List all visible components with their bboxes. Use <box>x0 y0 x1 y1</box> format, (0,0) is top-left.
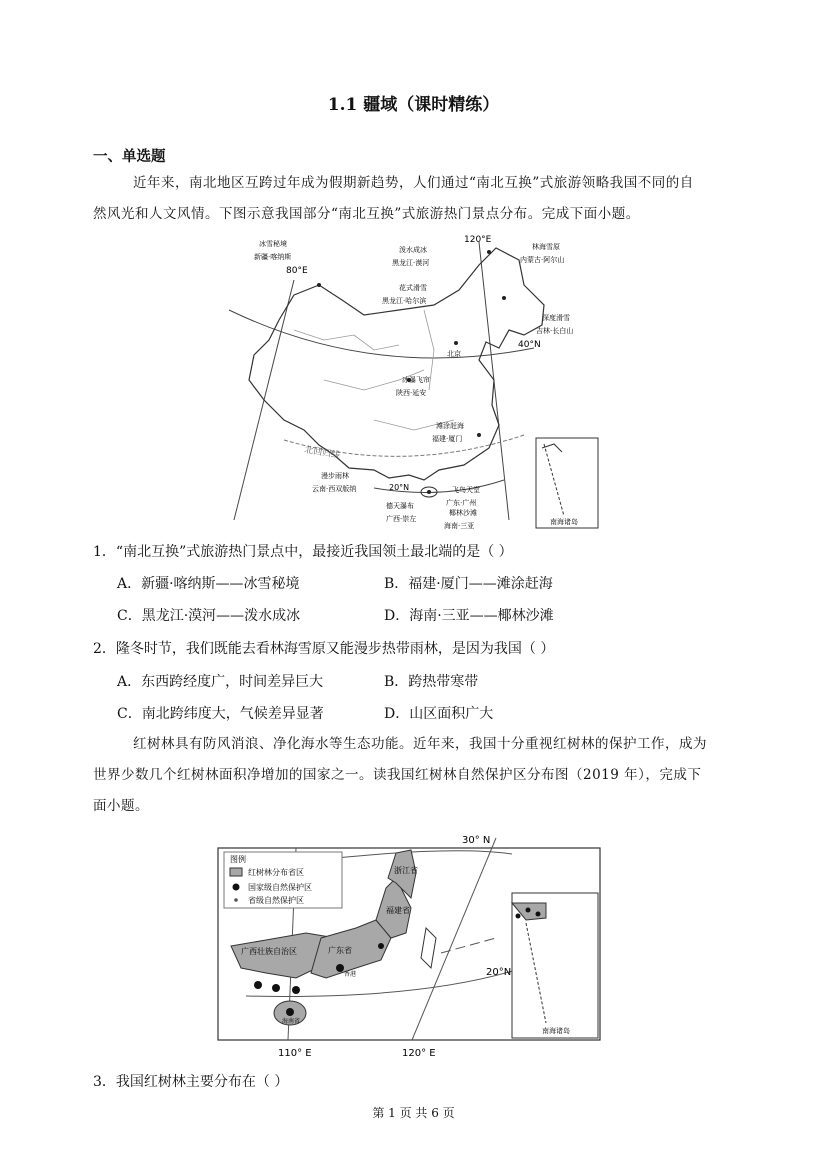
reserve-dot <box>292 986 300 994</box>
label-30n: 30° N <box>462 835 491 846</box>
label-20n: 20°N <box>389 483 410 492</box>
label-80e: 80°E <box>286 266 308 276</box>
marker-sanya <box>427 490 431 494</box>
legend-item-3: 省级自然保护区 <box>248 896 304 905</box>
q2-option-b[interactable]: B．跨热带寒带 <box>384 674 479 690</box>
label-ice: 冰雪秘境 <box>259 240 287 248</box>
label-guangdong: 广东省 <box>328 946 352 955</box>
q1-stem: 1．“南北互换”式旅游热门景点中，最接近我国领土最北端的是（ ） <box>93 544 513 560</box>
marker-xiamen <box>477 433 481 437</box>
label-xm-a: 滩涂赶海 <box>436 422 464 430</box>
label-fujian: 福建省 <box>386 906 410 915</box>
label-sy-a: 椰林沙滩 <box>449 509 477 517</box>
label-gz-b: 广东·广州 <box>446 499 477 507</box>
reserve-dot <box>272 984 280 992</box>
reserve-dot <box>254 981 262 989</box>
legend-item-1: 红树林分布省区 <box>248 868 304 877</box>
scs-inset <box>536 438 598 528</box>
legend-swatch <box>230 868 242 876</box>
page-title: 1.1 疆域（课时精练） <box>327 95 500 115</box>
reserve-dot <box>378 943 384 949</box>
label-tropic: 北回归线 <box>303 445 341 462</box>
legend-provincial-dot <box>234 898 238 902</box>
label-xj: 新疆·喀纳斯 <box>254 253 292 261</box>
mangrove-reserve-map <box>216 828 604 1062</box>
reserve-dot <box>336 964 344 972</box>
intro1-line2: 然风光和人文风情。下图示意我国部分“南北互换”式旅游热门景点分布。完成下面小题。 <box>93 206 640 222</box>
page-footer: 第 1 页 共 6 页 <box>372 1106 455 1120</box>
legend-item-2: 国家级自然保护区 <box>248 883 312 892</box>
q1-option-c[interactable]: C．黑龙江·漠河——泼水成冰 <box>117 608 301 624</box>
marker-mohe <box>487 250 491 254</box>
label-hongkong: 香港 <box>344 971 357 978</box>
label-cbs-b: 吉林·长白山 <box>536 327 574 335</box>
province-borders <box>294 310 454 430</box>
inset-reserve <box>516 914 521 919</box>
q1-option-d[interactable]: D．海南·三亚——椰林沙滩 <box>384 608 554 624</box>
label-linhai-a: 林海雪原 <box>532 243 560 251</box>
label-mohe-a: 泼水成冰 <box>399 246 427 254</box>
q2-option-c[interactable]: C．南北跨纬度大，气候差异显著 <box>117 706 324 722</box>
label-yn-a: 漫步雨林 <box>321 472 349 480</box>
marker-kanas <box>317 283 321 287</box>
label-guangxi: 广西壮族自治区 <box>241 947 297 956</box>
intro2-line3: 面小题。 <box>93 798 149 814</box>
label-beijing: 北京 <box>447 350 461 358</box>
parallel-40n <box>229 310 534 358</box>
label-hainan: 海南省 <box>282 1018 301 1025</box>
label-yanan-b: 陕西·延安 <box>396 389 427 397</box>
label-dt-a: 德天瀑布 <box>386 502 414 510</box>
label-hrb-a: 花式滑雪 <box>399 284 427 292</box>
inset-reserve <box>536 912 541 917</box>
legend-national-dot <box>233 884 240 891</box>
intro2-line1: 红树林具有防风消浪、净化海水等生态功能。近年来，我国十分重视红树林的保护工作，成为 <box>133 736 707 752</box>
label-mohe-b: 黑龙江·漠河 <box>392 259 430 267</box>
label-20n: 20°N <box>486 967 512 978</box>
label-dt-b: 广西·崇左 <box>386 515 417 523</box>
marker-beijing <box>454 341 458 345</box>
q3-stem: 3．我国红树林主要分布在（ ） <box>93 1074 289 1090</box>
inset-label: 南海诸岛 <box>542 1027 570 1035</box>
section-heading: 一、单选题 <box>93 148 166 165</box>
label-yn-b: 云南·西双版纳 <box>312 485 357 493</box>
label-linhai-b: 内蒙古·阿尔山 <box>520 256 565 264</box>
label-cbs-a: 深度滑雪 <box>542 314 570 322</box>
label-zhejiang: 浙江省 <box>394 866 418 875</box>
marker-harbin <box>502 296 506 300</box>
intro2-line2: 世界少数几个红树林面积净增加的国家之一。读我国红树林自然保护区分布图（2019 年），完成下 <box>93 767 702 783</box>
label-xm-b: 福建·厦门 <box>432 435 463 443</box>
label-120e: 120° E <box>402 1048 436 1059</box>
inset-reserve <box>526 908 531 913</box>
label-hrb-b: 黑龙江·哈尔滨 <box>382 297 427 305</box>
q2-option-a[interactable]: A．东西跨经度广，时间差异巨大 <box>117 674 324 690</box>
label-yanan-a: 冰瀑飞帘 <box>402 376 430 384</box>
reserve-dot <box>286 1008 294 1016</box>
china-tourism-map <box>224 230 602 532</box>
label-120e: 120°E <box>464 235 492 245</box>
label-110e: 110° E <box>278 1048 312 1059</box>
q2-stem: 2．隆冬时节，我们既能去看林海雪原又能漫步热带雨林，是因为我国（ ） <box>93 641 555 657</box>
label-40n: 40°N <box>518 340 541 350</box>
q1-option-b[interactable]: B．福建·厦门——滩涂赶海 <box>384 576 553 592</box>
legend-title: 图例 <box>230 855 246 864</box>
q2-option-d[interactable]: D．山区面积广大 <box>384 706 494 722</box>
scs-label: 南海诸岛 <box>550 518 578 526</box>
intro1-line1: 近年来，南北地区互跨过年成为假期新趋势，人们通过“南北互换”式旅游领略我国不同的自 <box>133 175 694 191</box>
label-sy-b: 海南·三亚 <box>444 522 475 530</box>
q1-option-a[interactable]: A．新疆·喀纳斯——冰雪秘境 <box>117 576 300 592</box>
label-gz-a: 飞鸟天堂 <box>452 486 480 494</box>
